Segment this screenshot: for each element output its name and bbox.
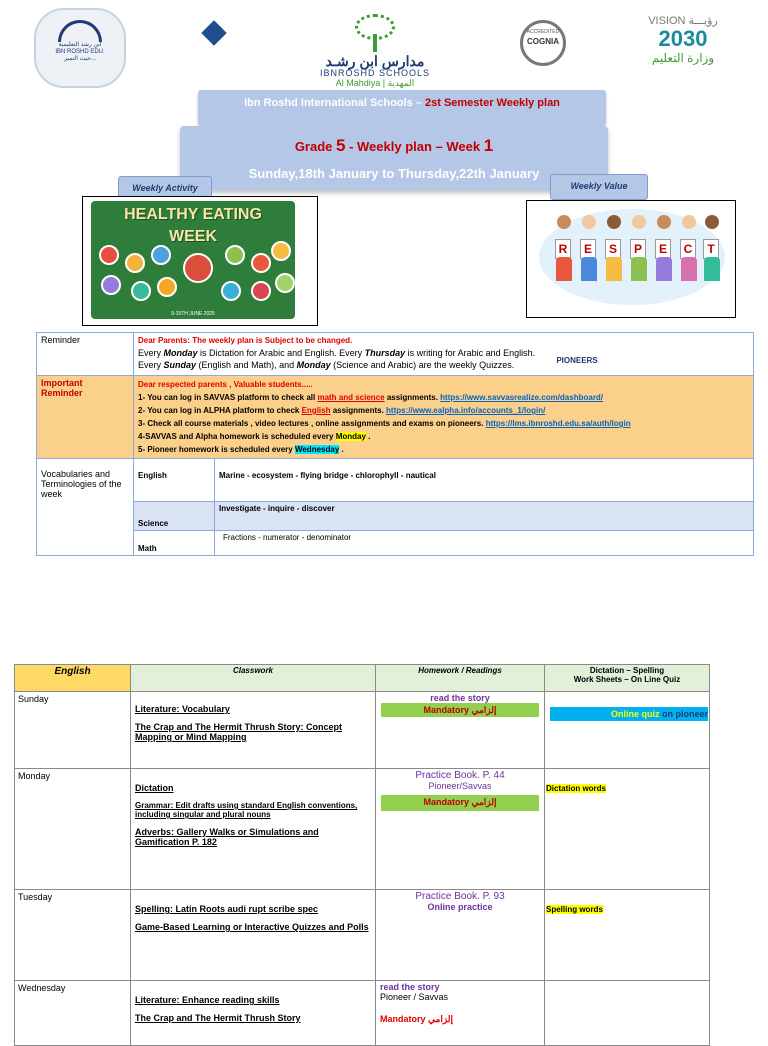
homework-item: Practice Book. P. 93 <box>415 891 505 902</box>
pioneers-text: PIONEERS <box>556 356 598 365</box>
classwork-item: Dictation <box>135 783 174 793</box>
week-dates: Sunday,18th January to Thursday,22th January <box>248 166 540 181</box>
logo-tagline: حيث التميز... <box>64 56 96 62</box>
food-badge-icon <box>131 281 151 301</box>
reminder-line-2: Every Monday is Dictation for Arabic and English. Every Thursday is writing for Arabic and English. <box>138 348 536 358</box>
child-icon <box>682 215 696 229</box>
image-title-week: WEEK <box>169 228 217 245</box>
tree-icon <box>350 14 400 52</box>
important-content <box>134 376 754 459</box>
vocab-row-science <box>37 502 754 531</box>
weekly-value-label: Weekly Value <box>550 174 648 200</box>
child-icon <box>705 215 719 229</box>
school-english-name: IBNROSHD SCHOOLS <box>319 68 431 78</box>
plate-icon <box>183 253 213 283</box>
subject-header: English <box>15 665 131 692</box>
homework-monday <box>376 769 545 890</box>
vision-2030-logo <box>628 14 738 65</box>
child-icon <box>557 215 571 229</box>
vision-year: 2030 <box>658 26 708 51</box>
classwork-wednesday <box>131 981 376 1046</box>
vocab-label: Vocabularies and Terminologies of the week <box>37 459 134 556</box>
vocab-words-science: Investigate - inquire - discover <box>215 502 754 531</box>
spelling-words-badge: Spelling words <box>546 905 603 914</box>
ministry-text: وزارة التعليم <box>651 51 715 65</box>
child-body <box>606 257 622 281</box>
day-monday: Monday <box>15 769 131 890</box>
reminders-table <box>36 332 754 556</box>
respect-value-image <box>526 200 736 318</box>
banner-title-red: 2st Semester Weekly plan <box>424 97 560 109</box>
child-icon <box>657 215 671 229</box>
important-item-2: 2- You can log in ALPHA platform to check English assignments. https://www.ealpha.info/accounts_1/login/ <box>138 406 546 415</box>
child-icon <box>632 215 646 229</box>
vocab-subject-english: English <box>134 459 215 502</box>
classwork-item: Spelling: Latin Roots audi rupt scribe spec <box>135 904 319 914</box>
reminder-label: Reminder <box>37 333 134 376</box>
vocab-row-english <box>37 459 754 502</box>
classwork-sunday <box>131 692 376 769</box>
weekly-activity-label: Weekly Activity <box>118 176 212 200</box>
important-greeting: Dear respected parents , Valuable students..... <box>138 380 313 389</box>
food-badge-icon <box>125 253 145 273</box>
homework-wednesday <box>376 981 545 1046</box>
homework-item: read the story <box>430 693 490 703</box>
food-badge-icon <box>221 281 241 301</box>
classwork-item: Adverbs: Gallery Walks or Simulations and Gamification P. 182 <box>135 827 319 847</box>
homework-item: Online practice <box>427 902 493 912</box>
vocab-row-math <box>37 531 754 556</box>
vocab-subject-science: Science <box>134 502 215 531</box>
child-body <box>704 257 720 281</box>
important-item-5: 5- Pioneer homework is scheduled every Wednesday . <box>138 445 344 454</box>
classwork-header: Classwork <box>131 665 376 692</box>
vision-text: VISION رؤيـــة <box>648 15 718 27</box>
reminder-line-3: Every Sunday (English and Math), and Monday (Science and Arabic) are the weekly Quizzes. <box>138 360 515 370</box>
classwork-monday <box>131 769 376 890</box>
dictation-sunday <box>545 692 710 769</box>
child-body <box>656 257 672 281</box>
plan-row-monday <box>15 769 710 890</box>
homework-item: read the story <box>380 982 440 992</box>
important-label: Important Reminder <box>37 376 134 459</box>
food-badge-icon <box>271 241 291 261</box>
healthy-eating-week-image <box>82 196 318 326</box>
child-icon <box>607 215 621 229</box>
logo-english-text: IBN ROSHD EDU. <box>55 49 105 55</box>
important-item-3: 3- Check all course materials , video lectures , online assignments and exams on pioneers. https://lms.ibnroshd.edu.sa/auth/login <box>138 419 631 428</box>
respect-letter: R <box>555 239 571 259</box>
logo-arabic-text: ابن رشد التعليمية <box>58 42 102 48</box>
dictation-wednesday <box>545 981 710 1046</box>
day-wednesday: Wednesday <box>15 981 131 1046</box>
mandatory-badge: Mandatory إلزامي <box>381 703 539 717</box>
school-arabic-name: مدارس ابن رشـد <box>325 53 425 69</box>
classwork-item: Grammar: Edit drafts using standard English conventions, including singular and plural nouns <box>135 801 358 819</box>
plan-header-row <box>15 665 710 692</box>
food-badge-icon <box>251 253 271 273</box>
respect-letter: C <box>680 239 696 259</box>
image-caption: 9-15TH JUNE 2025 <box>171 311 215 317</box>
mandatory-text: Mandatory إلزامي <box>380 1014 454 1024</box>
food-badge-icon <box>151 245 171 265</box>
week-number: 1 <box>483 136 494 155</box>
classwork-item: The Crap and The Hermit Thrush Story: Concept Mapping or Mind Mapping <box>135 722 343 742</box>
dictation-monday <box>545 769 710 890</box>
mandatory-badge: Mandatory إلزامي <box>381 795 539 811</box>
classwork-item: Literature: Vocabulary <box>135 704 230 714</box>
banner-title: Ibn Roshd International Schools – <box>244 97 425 109</box>
ibn-roshd-edu-logo <box>34 8 126 88</box>
classwork-item: Literature: Enhance reading skills <box>135 995 280 1005</box>
respect-letter: P <box>630 239 646 259</box>
grade-week-title: Grade 5 - Weekly plan – Week 1 <box>294 136 494 155</box>
plan-row-sunday <box>15 692 710 769</box>
dictation-tuesday <box>545 890 710 981</box>
vocab-words-english: Marine - ecosystem - flying bridge - chlorophyll - nautical <box>215 459 754 502</box>
important-item-4: 4-SAVVAS and Alpha homework is scheduled every Monday . <box>138 432 371 441</box>
food-badge-icon <box>225 245 245 265</box>
classwork-item: Game-Based Learning or Interactive Quizzes and Polls <box>135 922 369 932</box>
ibnroshd-schools-logo <box>310 14 440 89</box>
dictation-words-badge: Dictation words <box>546 784 607 793</box>
grade-number: 5 <box>336 136 346 155</box>
arch-icon <box>58 20 102 42</box>
important-item-1: 1- You can log in SAVVAS platform to check all math and science assignments. https://www.savvasrealize.com/dashboard/ <box>138 393 604 402</box>
cognia-text: COGNIA <box>527 37 559 46</box>
cognia-top-text: ACCREDITED <box>526 29 560 35</box>
reminder-row <box>37 333 754 376</box>
food-badge-icon <box>101 275 121 295</box>
food-badge-icon <box>157 277 177 297</box>
pioneers-link[interactable]: https://lms.ibnroshd.edu.sa/auth/login <box>485 419 631 428</box>
homework-tuesday <box>376 890 545 981</box>
important-row <box>37 376 754 459</box>
homework-item: Pioneer / Savvas <box>380 992 449 1002</box>
day-sunday: Sunday <box>15 692 131 769</box>
cognia-accreditation-seal <box>520 20 566 66</box>
vocab-words-math: Fractions - numerator - denominator <box>215 531 754 556</box>
food-badge-icon <box>251 281 271 301</box>
vocab-subject-math: Math <box>134 531 215 556</box>
classwork-item: The Crap and The Hermit Thrush Story <box>135 1013 301 1023</box>
classwork-tuesday <box>131 890 376 981</box>
image-title: HEALTHY EATING <box>124 206 262 223</box>
alpha-link[interactable]: https://www.ealpha.info/accounts_1/login/ <box>386 406 546 415</box>
food-badge-icon <box>99 245 119 265</box>
school-branch: Al Mahdiya | المهدية <box>335 78 415 88</box>
homework-item: Practice Book. P. 44 <box>415 770 505 781</box>
child-body <box>581 257 597 281</box>
school-plan-banner <box>198 90 606 126</box>
respect-letter: S <box>605 239 621 259</box>
respect-letter: T <box>703 239 719 259</box>
english-plan-table <box>14 664 710 1046</box>
food-badge-icon <box>275 273 295 293</box>
child-body <box>556 257 572 281</box>
diamond-icon <box>201 20 226 45</box>
online-quiz-badge: Online quiz on pioneer <box>550 707 708 721</box>
respect-letter: E <box>655 239 671 259</box>
homework-header: Homework / Readings <box>376 665 545 692</box>
grade-week-banner <box>180 126 608 190</box>
reminder-content <box>134 333 754 376</box>
plan-row-wednesday <box>15 981 710 1046</box>
homework-sunday <box>376 692 545 769</box>
plan-row-tuesday <box>15 890 710 981</box>
savvas-link[interactable]: https://www.savvasrealize.com/dashboard/ <box>440 393 604 402</box>
homework-item: Pioneer/Savvas <box>428 781 492 791</box>
respect-letter: E <box>580 239 596 259</box>
reminder-line-1: Dear Parents: The weekly plan is Subject to be changed. <box>138 336 353 345</box>
child-body <box>681 257 697 281</box>
dictation-header: Dictation – Spelling Work Sheets – On Line Quiz <box>545 665 710 692</box>
child-icon <box>582 215 596 229</box>
child-body <box>631 257 647 281</box>
day-tuesday: Tuesday <box>15 890 131 981</box>
